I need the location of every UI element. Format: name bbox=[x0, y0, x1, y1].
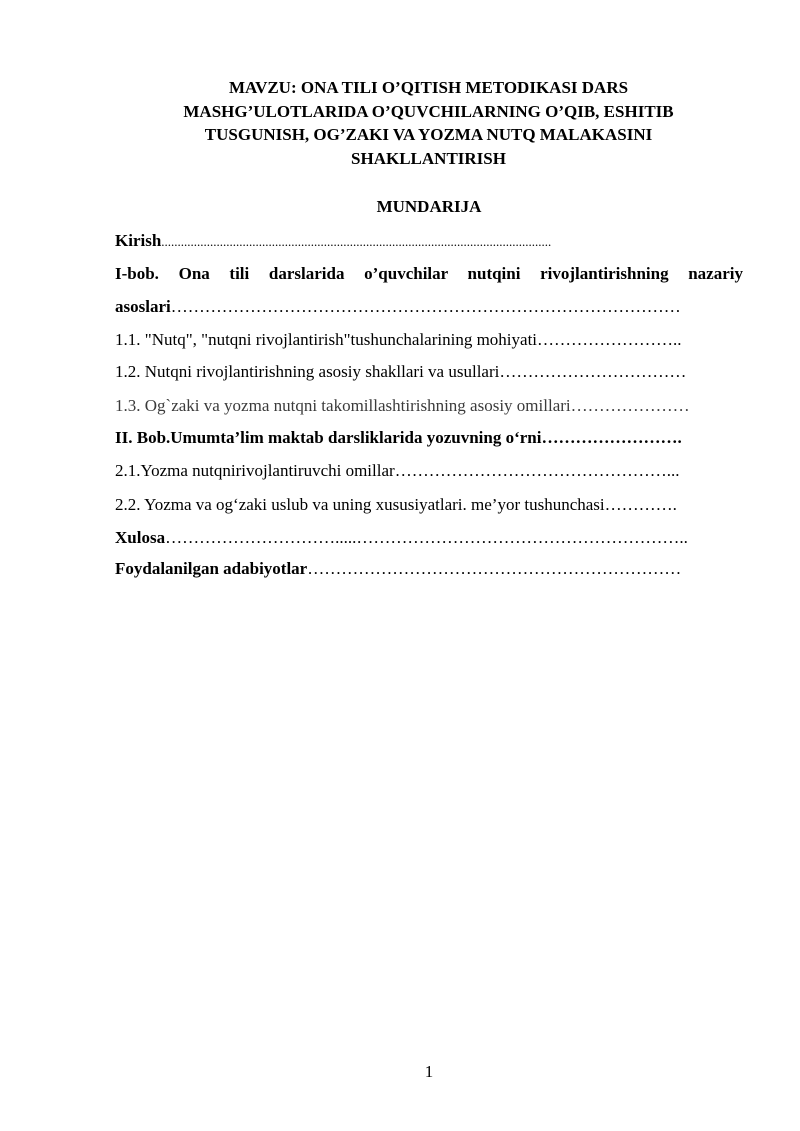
toc-leader-dots: …………………………………………... bbox=[394, 461, 680, 480]
toc-entry-1-2 bbox=[115, 356, 743, 387]
toc-entry-xulosa bbox=[115, 522, 743, 553]
toc-entry-label: Kirish bbox=[115, 231, 162, 250]
toc-leader-dots: ………………… bbox=[570, 396, 690, 415]
toc-entry-chapter-2 bbox=[115, 421, 743, 454]
toc-entry-label: Foydalanilgan adabiyotlar bbox=[115, 559, 308, 578]
toc-entry-label: I-bob. Ona tili darslarida o’quvchilar nutqini rivojlantirishning nazariy asoslari bbox=[115, 264, 743, 316]
toc-entry-chapter-1 bbox=[115, 257, 743, 323]
toc-entry-1-3 bbox=[115, 390, 743, 421]
toc-entry-label: 1.3. Og`zaki va yozma nutqni takomillashtirishning asosiy omillari bbox=[115, 396, 571, 415]
toc-entry-kirish bbox=[115, 228, 743, 255]
toc-entry-2-1 bbox=[115, 454, 743, 487]
toc-entry-label: 1.1. "Nutq", "nutqni rivojlantirish"tushunchalarining mohiyati bbox=[115, 330, 538, 349]
toc-leader-dots: ………………………….....………………………………………………….. bbox=[165, 528, 688, 547]
document-title: MAVZU: ONA TILI O’QITISH METODIKASI DARS MASHG’ULOTLARIDA O’QUVCHILARNING O’QIB, ESHITIB TUSGUNISH, OG’ZAKI VA YOZMA NUTQ MALAKASINI SHAKLLANTIRISH bbox=[183, 78, 674, 168]
toc-entry-label: II. Bob.Umumta’lim maktab darsliklarida yozuvning o‘rni bbox=[115, 428, 542, 447]
toc-entry-label: Xulosa bbox=[115, 528, 166, 547]
page-number: 1 bbox=[424, 1062, 434, 1081]
toc-leader-dots: …………. bbox=[604, 495, 677, 514]
toc-entry-2-2 bbox=[115, 489, 743, 520]
toc-leader-dots: …………………………… bbox=[499, 362, 687, 381]
toc-leader-dots: …………………….. bbox=[537, 330, 682, 349]
toc-entry-references bbox=[115, 553, 743, 584]
toc-entry-label: 1.2. Nutqni rivojlantirishning asosiy shakllari va usullari bbox=[115, 362, 500, 381]
toc-entry-label: 2.2. Yozma va og‘zaki uslub va uning xususiyatlari. me’yor tushunchasi bbox=[115, 495, 605, 514]
table-of-contents bbox=[115, 228, 743, 584]
toc-leader-dots: ……………………………………………………………………………… bbox=[170, 297, 681, 316]
toc-entry-1-1 bbox=[115, 323, 743, 356]
toc-leader-dots: ........................................................................................................................ bbox=[161, 234, 552, 249]
toc-entry-label: 2.1.Yozma nutqnirivojlantiruvchi omillar bbox=[115, 461, 395, 480]
toc-leader-dots: ……………………. bbox=[541, 428, 682, 447]
toc-leader-dots: ………………………………………………………… bbox=[307, 559, 682, 578]
toc-heading: MUNDARIJA bbox=[376, 197, 482, 216]
